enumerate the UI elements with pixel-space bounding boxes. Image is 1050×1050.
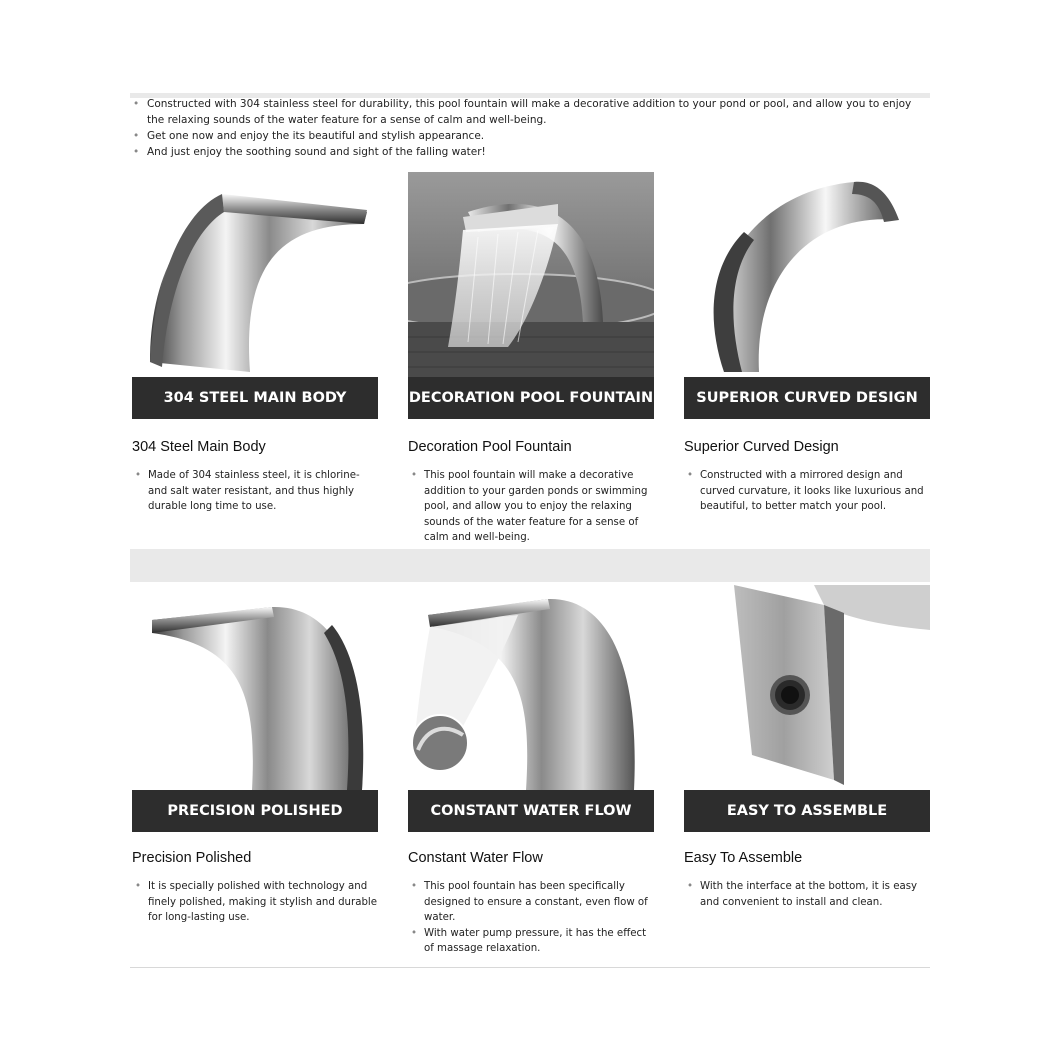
fountain-photo	[132, 172, 378, 377]
feature-banner: DECORATION POOL FOUNTAIN	[408, 377, 654, 419]
fountain-side-photo	[684, 172, 930, 377]
intro-item: • Constructed with 304 stainless steel for durability, this pool fountain will make a decorative addition to your pond or pool, and allow you to enjoy the relaxing sounds of the water feature for a sense of calm and well-being.	[130, 96, 930, 128]
feature-banner: SUPERIOR CURVED DESIGN	[684, 377, 930, 419]
feature-title: Superior Curved Design	[684, 439, 839, 455]
fountain-flow-photo	[408, 585, 654, 790]
feature-bullet: • It is specially polished with technology and finely polished, making it stylish and durable for long-lasting use.	[132, 879, 378, 926]
feature-bullets	[408, 879, 654, 957]
fountain-polished-photo	[132, 585, 378, 790]
intro-item: • Get one now and enjoy the its beautiful and stylish appearance.	[130, 128, 930, 144]
feature-bullets	[684, 468, 930, 515]
feature-banner: 304 STEEL MAIN BODY	[132, 377, 378, 419]
feature-bullet: • Made of 304 stainless steel, it is chlorine- and salt water resistant, and thus highly durable long time to use.	[132, 468, 378, 515]
feature-banner: CONSTANT WATER FLOW	[408, 790, 654, 832]
fountain-pool-photo	[408, 172, 654, 377]
feature-bullet: • This pool fountain will make a decorative addition to your garden ponds or swimming pool, and allow you to enjoy the relaxing sounds of the water feature for a sense of calm and well-being.	[408, 468, 654, 546]
feature-bullet: • With the interface at the bottom, it is easy and convenient to install and clean.	[684, 879, 930, 910]
feature-bullet: • This pool fountain has been specifically designed to ensure a constant, even flow of water.	[408, 879, 654, 926]
feature-bullets	[408, 468, 654, 546]
fountain-connector-photo	[684, 585, 930, 790]
feature-title: Easy To Assemble	[684, 850, 803, 866]
feature-banner: PRECISION POLISHED	[132, 790, 378, 832]
intro-list	[130, 96, 930, 160]
feature-bullet: • Constructed with a mirrored design and curved curvature, it looks like luxurious and beautiful, to better match your pool.	[684, 468, 930, 515]
intro-item: • And just enjoy the soothing sound and sight of the falling water!	[130, 144, 930, 160]
feature-banner: EASY TO ASSEMBLE	[684, 790, 930, 832]
feature-bullets	[132, 468, 378, 515]
feature-title: Precision Polished	[132, 850, 252, 866]
feature-bullet: • With water pump pressure, it has the effect of massage relaxation.	[408, 926, 654, 957]
feature-title: Constant Water Flow	[408, 850, 543, 866]
feature-bullets	[132, 879, 378, 926]
feature-bullets	[684, 879, 930, 910]
feature-title: 304 Steel Main Body	[132, 439, 266, 455]
section-divider	[130, 549, 930, 582]
feature-title: Decoration Pool Fountain	[408, 439, 572, 455]
bottom-divider	[130, 967, 930, 968]
